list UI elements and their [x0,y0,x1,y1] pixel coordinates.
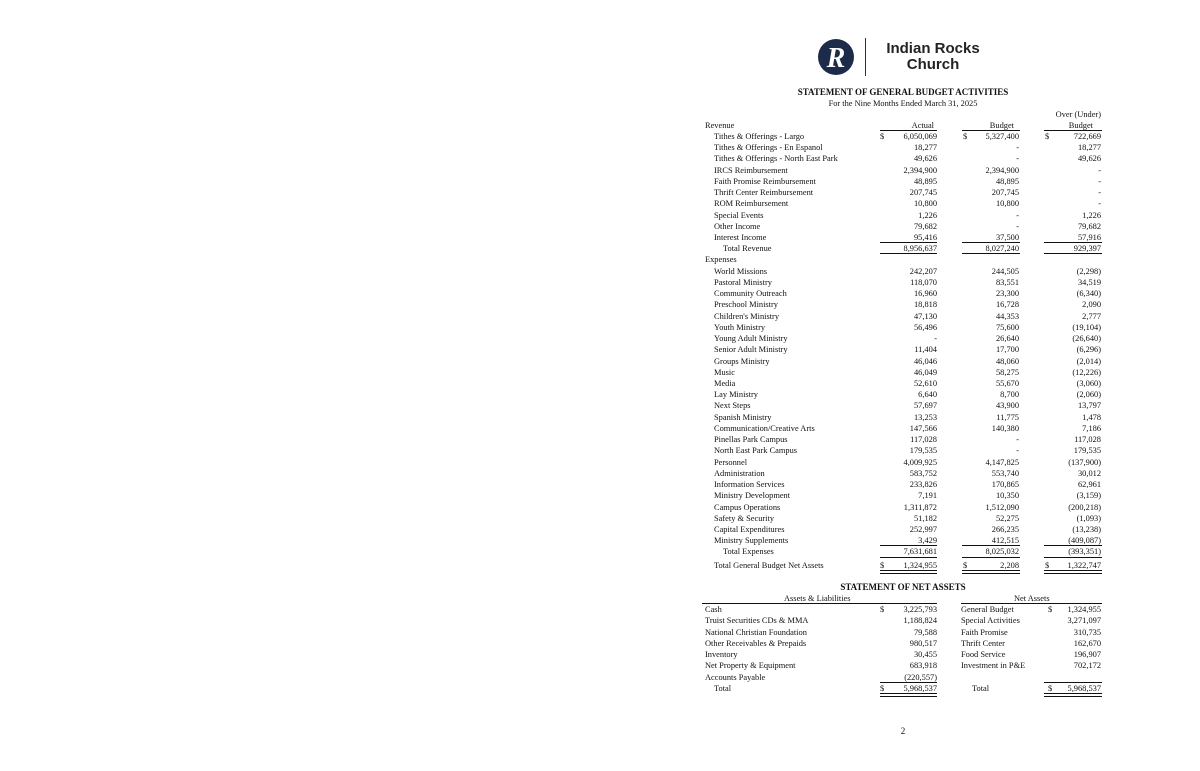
currency-symbol: $ [963,560,968,570]
column-header-actual: Actual [911,120,934,130]
net-assets-total-label: Total [972,683,990,693]
budget-value: 83,551 [995,277,1019,287]
over-under-value: 7,186 [1082,423,1101,433]
assets-liabilities-header: Assets & Liabilities [784,594,851,603]
table-row [702,490,1104,501]
actual-value: 95,416 [913,233,937,243]
budget-value: - [1016,221,1019,231]
actual-value: 147,566 [909,423,937,433]
budget-value: - [1016,446,1019,456]
actual-value: 46,049 [913,367,937,377]
row-label: Preschool Ministry [714,300,778,310]
row-label: Pinellas Park Campus [714,435,788,445]
row-label: Total Expenses [723,547,774,557]
net-assets-row [702,604,1104,615]
row-label: Youth Ministry [714,322,766,332]
row-label: Young Adult Ministry [714,334,788,344]
assets-total-label: Total [714,683,732,693]
actual-value: 10,800 [913,199,937,209]
over-under-value: (2,298) [1076,266,1101,276]
over-under-value: (2,014) [1076,356,1101,366]
assets-total-value: 5,968,537 [903,683,937,693]
double-underline [1044,570,1102,574]
budget-value: 23,300 [995,289,1019,299]
actual-value: 57,697 [913,401,937,411]
column-header-row [702,109,1104,120]
net-asset-value: 162,670 [1073,638,1101,648]
net-asset-value: 196,907 [1073,650,1101,660]
over-under-value: 34,519 [1077,277,1101,287]
budget-value: 26,640 [995,334,1019,344]
table-row [702,468,1104,479]
budget-title: STATEMENT OF GENERAL BUDGET ACTIVITIES [797,87,1009,97]
actual-value: 252,997 [909,525,937,534]
actual-value: 3,429 [918,536,937,546]
asset-value: 980,517 [909,638,937,648]
table-row [702,165,1104,176]
row-label: Next Steps [714,401,751,411]
net-asset-label: General Budget [961,605,1014,615]
actual-value: - [934,334,937,344]
currency-symbol: $ [880,560,885,570]
table-row [702,176,1104,187]
church-logo-icon [817,38,855,76]
budget-value: 1,512,090 [985,502,1019,512]
table-row [702,389,1104,400]
double-underline [880,693,937,697]
net-assets-row [702,649,1104,660]
over-under-value: - [1098,165,1101,175]
over-under-value: 929,397 [1073,244,1101,254]
asset-value: (220,557) [904,672,937,682]
net-asset-value: 1,324,955 [1067,605,1101,615]
row-label: Ministry Supplements [714,536,789,546]
double-underline [880,570,937,574]
row-label: Lay Ministry [714,390,758,400]
expenses-heading-row [702,254,1104,265]
over-under-value: 49,626 [1077,154,1101,164]
over-under-value: (137,900) [1068,457,1101,467]
table-row [702,198,1104,209]
asset-label: Other Receivables & Prepaids [705,638,807,648]
over-under-value: (13,238) [1072,525,1101,534]
budget-value: 2,208 [1000,560,1019,570]
actual-value: 207,745 [909,188,937,198]
over-under-value: (6,296) [1076,345,1101,355]
over-under-value: 722,669 [1073,131,1101,141]
table-row [702,288,1104,299]
actual-value: 18,277 [913,143,937,153]
row-label: Media [714,379,736,389]
page-number: 2 [900,726,906,736]
double-underline [1044,693,1102,697]
actual-value: 18,818 [913,300,937,310]
net-asset-label: Investment in P&E [961,661,1026,671]
over-under-value: 13,797 [1077,401,1101,411]
table-row [702,457,1104,468]
table-row [702,142,1104,153]
budget-value: 4,147,825 [985,457,1019,467]
over-under-value: - [1098,176,1101,186]
asset-label: Accounts Payable [705,672,766,682]
row-label: Campus Operations [714,502,781,512]
actual-value: 52,610 [913,379,937,389]
actual-value: 51,182 [913,513,937,523]
table-row [702,412,1104,423]
budget-value: - [1016,210,1019,220]
net-assets-row [702,627,1104,638]
budget-value: 412,515 [991,536,1019,546]
net-asset-label: Special Activities [961,616,1020,626]
row-label: Tithes & Offerings - North East Park [714,154,838,164]
column-header-over-line2: Budget [1068,120,1093,130]
actual-value: 6,640 [918,390,937,400]
budget-value: 16,728 [995,300,1019,310]
budget-value: 2,394,900 [985,165,1019,175]
row-label: ROM Reimbursement [714,199,789,209]
church-name-line1: Indian Rocks [886,40,980,57]
actual-value: 2,394,900 [903,165,937,175]
over-under-value: 30,012 [1077,468,1101,478]
row-label: Capital Expenditures [714,525,785,534]
row-label: Information Services [714,480,785,490]
row-label: Special Events [714,210,764,220]
row-label: Administration [714,468,765,478]
row-label: Community Outreach [714,289,787,299]
table-row [702,333,1104,344]
budget-value: - [1016,435,1019,445]
row-label: Children's Ministry [714,311,780,321]
net-assets-row [702,615,1104,626]
over-under-value: - [1098,188,1101,198]
actual-value: 118,070 [910,277,937,287]
table-row [702,266,1104,277]
budget-value: 170,865 [991,480,1019,490]
budget-value: 207,745 [991,188,1019,198]
total-rule [962,557,1020,558]
over-under-value: 57,916 [1077,233,1101,243]
logo-divider [865,38,866,76]
net-asset-value: 310,735 [1073,627,1101,637]
net-assets-title: STATEMENT OF NET ASSETS [840,582,966,592]
asset-value: 683,918 [909,661,937,671]
asset-value: 30,455 [913,650,937,660]
table-row [702,311,1104,322]
currency-symbol: $ [1048,683,1053,693]
over-under-value: (3,159) [1076,491,1101,501]
actual-value: 7,191 [918,491,937,501]
column-header-over-line1: Over (Under) [1055,109,1101,119]
budget-subtitle: For the Nine Months Ended March 31, 2025 [828,99,978,108]
asset-value: 1,188,824 [903,616,937,626]
budget-value: 48,895 [995,176,1019,186]
asset-label: Cash [705,605,722,615]
double-underline [962,570,1020,574]
over-under-value: 2,090 [1082,300,1101,310]
table-row [702,434,1104,445]
over-under-value: - [1098,199,1101,209]
table-row [702,344,1104,355]
budget-value: 10,800 [995,199,1019,209]
currency-symbol: $ [880,605,885,615]
net-assets-header: Net Assets [1014,594,1050,603]
over-under-value: (6,340) [1076,289,1101,299]
column-header-budget: Budget [989,120,1014,130]
actual-value: 16,960 [913,289,937,299]
over-under-value: 2,777 [1082,311,1101,321]
revenue-heading: Revenue [705,120,735,130]
asset-value: 79,588 [913,627,937,637]
actual-value: 1,324,955 [903,560,937,570]
table-row [702,153,1104,164]
net-asset-value: 3,271,097 [1067,616,1101,626]
actual-value: 4,009,925 [903,457,937,467]
budget-value: 140,380 [991,423,1019,433]
actual-value: 79,682 [913,221,937,231]
budget-value: 244,505 [991,266,1019,276]
budget-value: 55,670 [995,379,1019,389]
net-asset-label: Food Service [961,650,1006,660]
table-row [702,445,1104,456]
currency-symbol: $ [880,683,885,693]
table-row [702,367,1104,378]
table-row [702,221,1104,232]
row-label: Groups Ministry [714,356,770,366]
row-label: IRCS Reimbursement [714,165,788,175]
net-asset-value: 702,172 [1073,661,1101,671]
actual-value: 233,826 [909,480,937,490]
currency-symbol: $ [880,131,885,141]
row-label: Personnel [714,457,748,467]
net-assets-row [702,638,1104,649]
row-label: Tithes & Offerings - En Espanol [714,143,823,153]
asset-label: Truist Securities CDs & MMA [705,616,809,626]
over-under-value: 18,277 [1077,143,1101,153]
budget-value: 17,700 [995,345,1019,355]
table-row [702,210,1104,221]
row-label: Other Income [714,221,761,231]
budget-value: 58,275 [995,367,1019,377]
asset-label: Net Property & Equipment [705,661,796,671]
table-row [702,299,1104,310]
expenses-heading: Expenses [705,255,737,265]
over-under-value: 79,682 [1077,221,1101,231]
actual-value: 46,046 [913,356,937,366]
budget-value: 52,275 [995,513,1019,523]
actual-value: 6,050,069 [903,131,937,141]
table-row [702,423,1104,434]
over-under-value: 62,961 [1077,480,1101,490]
over-under-value: (409,087) [1068,536,1101,546]
row-label: Faith Promise Reimbursement [714,176,816,186]
row-label: Ministry Development [714,491,791,501]
table-row [702,400,1104,411]
asset-value: 3,225,793 [903,605,937,615]
table-row [702,502,1104,513]
row-label: World Missions [714,266,768,276]
row-label: Tithes & Offerings - Largo [714,131,805,141]
table-row [702,131,1104,142]
total-rule [1044,557,1102,558]
actual-value: 11,404 [914,345,937,355]
actual-value: 583,752 [909,468,937,478]
church-logo [817,36,997,80]
table-row [702,513,1104,524]
row-label: Communication/Creative Arts [714,423,815,433]
actual-value: 48,895 [913,176,937,186]
actual-value: 8,956,637 [903,244,937,254]
over-under-value: (3,060) [1076,379,1101,389]
budget-value: 10,350 [995,491,1019,501]
budget-value: 266,235 [991,525,1019,534]
currency-symbol: $ [1048,605,1053,615]
over-under-value: (393,351) [1068,547,1101,557]
budget-value: 75,600 [995,322,1019,332]
budget-value: 43,900 [995,401,1019,411]
net-assets-row [702,660,1104,671]
over-under-value: 1,322,747 [1067,560,1101,570]
asset-label: National Christian Foundation [705,627,807,637]
budget-value: 44,353 [995,311,1019,321]
actual-value: 1,226 [918,210,937,220]
row-label: Total Revenue [723,244,772,254]
over-under-value: 1,478 [1082,412,1101,422]
actual-value: 49,626 [913,154,937,164]
actual-value: 1,311,872 [903,502,937,512]
table-row [702,322,1104,333]
currency-symbol: $ [963,131,968,141]
table-row [702,356,1104,367]
asset-label: Inventory [705,650,738,660]
row-label: North East Park Campus [714,446,798,456]
subtotal-rule [1044,682,1102,683]
table-row [702,187,1104,198]
row-label: Interest Income [714,233,767,243]
over-under-value: (12,226) [1072,367,1101,377]
row-label: Safety & Security [714,513,775,523]
budget-value: 37,500 [995,233,1019,243]
over-under-value: (2,060) [1076,390,1101,400]
row-label: Spanish Ministry [714,412,772,422]
budget-value: - [1016,154,1019,164]
over-under-value: (200,218) [1068,502,1101,512]
actual-value: 179,535 [909,446,937,456]
currency-symbol: $ [1045,560,1050,570]
actual-value: 242,207 [909,266,937,276]
budget-value: 11,775 [996,412,1019,422]
row-label: Thrift Center Reimbursement [714,188,814,198]
net-asset-label: Thrift Center [961,638,1005,648]
budget-value: 48,060 [995,356,1019,366]
actual-value: 56,496 [913,322,937,332]
church-name-line2: Church [906,56,960,73]
over-under-value: (1,093) [1076,513,1101,523]
net-assets-total-value: 5,968,537 [1067,683,1101,693]
church-name [879,41,987,73]
row-label: Senior Adult Ministry [714,345,788,355]
total-rule [880,557,937,558]
over-under-value: 1,226 [1082,210,1101,220]
svg-text:R: R [826,43,846,74]
over-under-value: 117,028 [1074,435,1101,445]
budget-value: 8,027,240 [985,244,1019,254]
over-under-value: (26,640) [1072,334,1101,344]
actual-value: 13,253 [913,412,937,422]
budget-value: 8,025,032 [985,547,1019,557]
actual-value: 47,130 [913,311,937,321]
row-label: Total General Budget Net Assets [714,560,824,570]
budget-value: 553,740 [991,468,1019,478]
currency-symbol: $ [1045,131,1050,141]
table-row [702,277,1104,288]
row-label: Pastoral Ministry [714,277,772,287]
budget-value: - [1016,143,1019,153]
budget-value: 5,327,400 [985,131,1019,141]
over-under-value: 179,535 [1073,446,1101,456]
actual-value: 117,028 [910,435,937,445]
table-row [702,479,1104,490]
table-row [702,524,1104,535]
actual-value: 7,631,681 [903,547,937,557]
budget-value: 8,700 [1000,390,1019,400]
over-under-value: (19,104) [1072,322,1101,332]
row-label: Music [714,367,735,377]
statement-page [702,0,1104,771]
table-row [702,378,1104,389]
net-asset-label: Faith Promise [961,627,1008,637]
